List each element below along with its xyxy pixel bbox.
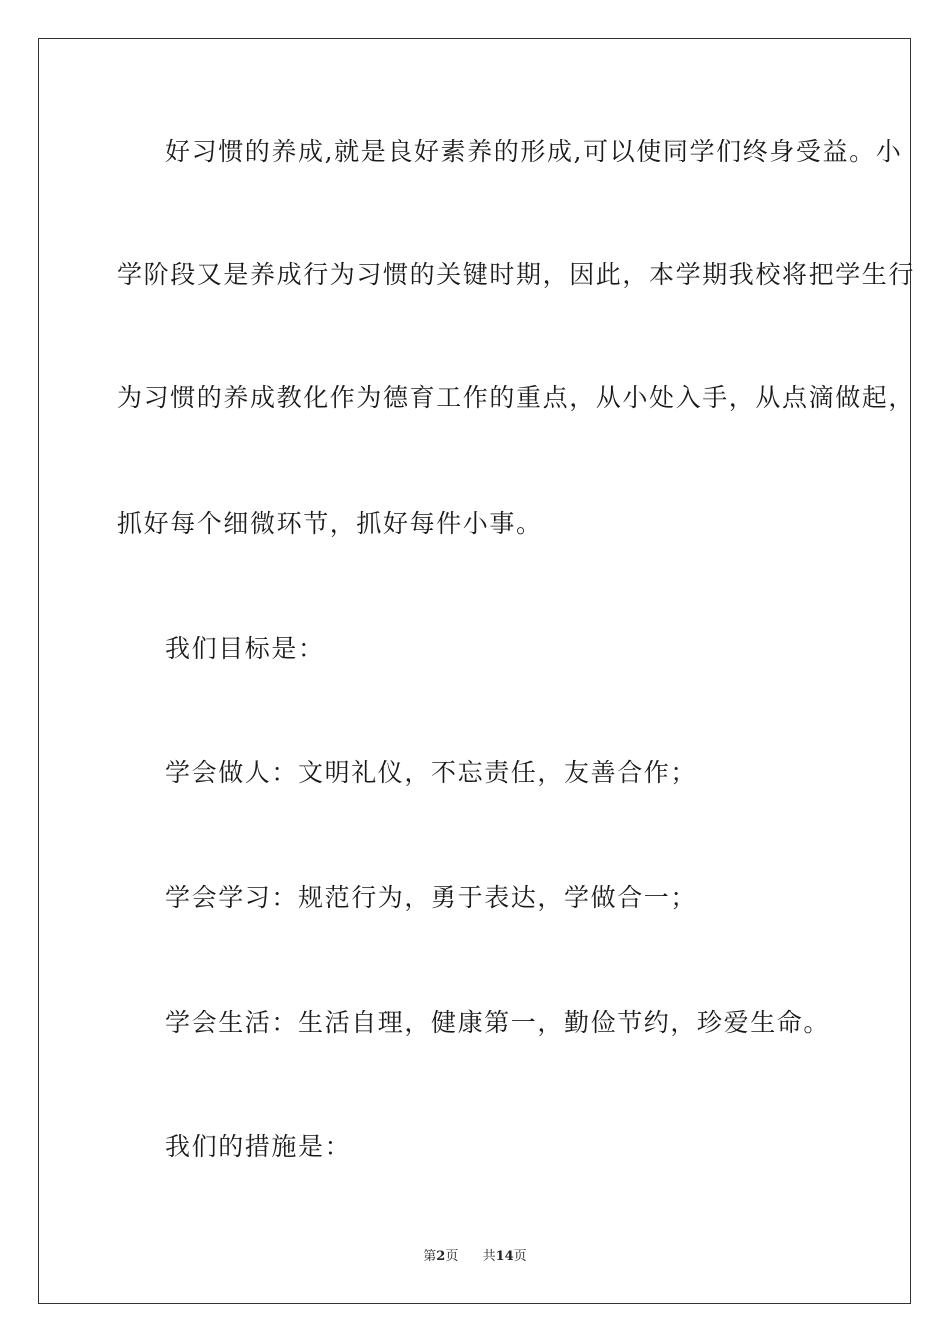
page-border: [38, 38, 911, 1304]
heading-goals: 我们目标是：: [165, 634, 325, 663]
goal-item: 学会学习：规范行为，勇于表达，学做合一；: [165, 883, 698, 912]
current-page-number: 2: [436, 1249, 446, 1264]
total-pages-number: 14: [495, 1249, 514, 1264]
goal-item: 学会做人：文明礼仪，不忘责任，友善合作；: [165, 758, 698, 787]
page-indicator: 第2页: [423, 1249, 459, 1264]
page-footer: [0, 1248, 950, 1266]
paragraph-line: 好习惯的养成,就是良好素养的形成,可以使同学们终身受益。小: [165, 137, 903, 166]
total-pages-indicator: 共14页: [482, 1249, 527, 1264]
paragraph-line: 学阶段又是养成行为习惯的关键时期，因此，本学期我校将把学生行: [117, 260, 916, 289]
heading-measures: 我们的措施是：: [165, 1132, 352, 1161]
goal-item: 学会生活：生活自理，健康第一，勤俭节约，珍爱生命。: [165, 1008, 831, 1037]
paragraph-line: 抓好每个细微环节，抓好每件小事。: [117, 509, 543, 538]
paragraph-line: 为习惯的养成教化作为德育工作的重点，从小处入手，从点滴做起，: [117, 383, 916, 412]
